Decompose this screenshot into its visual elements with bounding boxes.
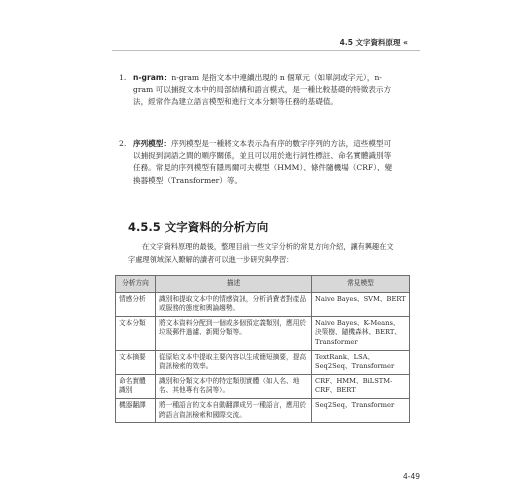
cell-task: 文本摘要 [116, 350, 156, 374]
cell-task: 機器翻譯 [116, 398, 156, 422]
page-number: 4-49 [402, 472, 420, 481]
list-item-term: n-gram： [133, 73, 172, 82]
list-item [119, 138, 393, 187]
table-row [116, 374, 410, 398]
list-item-number: 2. [119, 139, 127, 148]
analysis-directions-table [115, 275, 410, 423]
running-header: 4.5 文字資料原理 « [339, 38, 408, 47]
cell-models: TextRank、LSA、Seq2Seq、Transformer [312, 350, 410, 374]
cell-models: Naive Bayes、K-Means、決策樹、隨機森林、BERT、Transformer [312, 316, 410, 350]
column-header-description: 描述 [156, 276, 312, 293]
list-item-number: 1. [119, 73, 127, 82]
cell-description: 將一種語言的文本自動翻譯成另一種語言，應用於跨語言資訊檢索和國際交流。 [156, 398, 312, 422]
cell-description: 將文本資料分配到一個或多個預定義類別，應用於垃圾郵件過濾、新聞分類等。 [156, 316, 312, 350]
column-header-models: 常見模型 [312, 276, 410, 293]
cell-description: 識別和提取文本中的情感資訊，分析消費者對產品或服務的態度和輿論趨勢。 [156, 292, 312, 316]
cell-models: Naive Bayes、SVM、BERT [312, 292, 410, 316]
cell-description: 從原始文本中提取主要內容以生成簡短摘要，提高資訊檢索的效率。 [156, 350, 312, 374]
header-divider [112, 50, 420, 51]
cell-models: CRF、HMM、BiLSTM-CRF、BERT [312, 374, 410, 398]
cell-task: 文本分類 [116, 316, 156, 350]
table-row [116, 350, 410, 374]
cell-task: 命名實體識別 [116, 374, 156, 398]
section-intro-paragraph: 在文字資料原理的最後，整理目前一些文字分析的常見方向介紹，讓有興趣在文字處理領域深入瞭解的讀者可以進一步研究與學習： [128, 242, 394, 264]
table-row [116, 398, 410, 422]
cell-description: 識別和分類文本中的特定類別實體（如人名、地名、其他專有名詞等）。 [156, 374, 312, 398]
table-row [116, 292, 410, 316]
table-row [116, 316, 410, 350]
cell-models: Seq2Seq、Transformer [312, 398, 410, 422]
column-header-task: 分析方向 [116, 276, 156, 293]
list-item-text: 序列模型是一種將文本表示為有序的數字序列的方法，這些模型可以捕捉到詞語之間的順序關係，並且可以用於進行詞性標註、命名實體識別等任務。常見的序列模型有隱馬爾可夫模型（HMM）、條件隨機場（CRF）、變換器模型（Transformer）等。 [133, 139, 393, 185]
list-item [119, 72, 393, 109]
section-heading [128, 219, 268, 235]
cell-task: 情感分析 [116, 292, 156, 316]
list-item-term: 序列模型： [133, 139, 171, 148]
table-header-row [116, 276, 410, 293]
list-item-text: n-gram 是指文本中連續出現的 n 個單元（如單詞或字元），n-gram 可以捕捉文本中的局部結構和語言模式，是一種比較基礎的特徵表示方法，經常作為建立語言模型和進行文本分類等任務的基礎值。 [133, 73, 392, 107]
section-title: 文字資料的分析方向 [164, 220, 269, 234]
section-number: 4.5.5 [128, 220, 161, 234]
